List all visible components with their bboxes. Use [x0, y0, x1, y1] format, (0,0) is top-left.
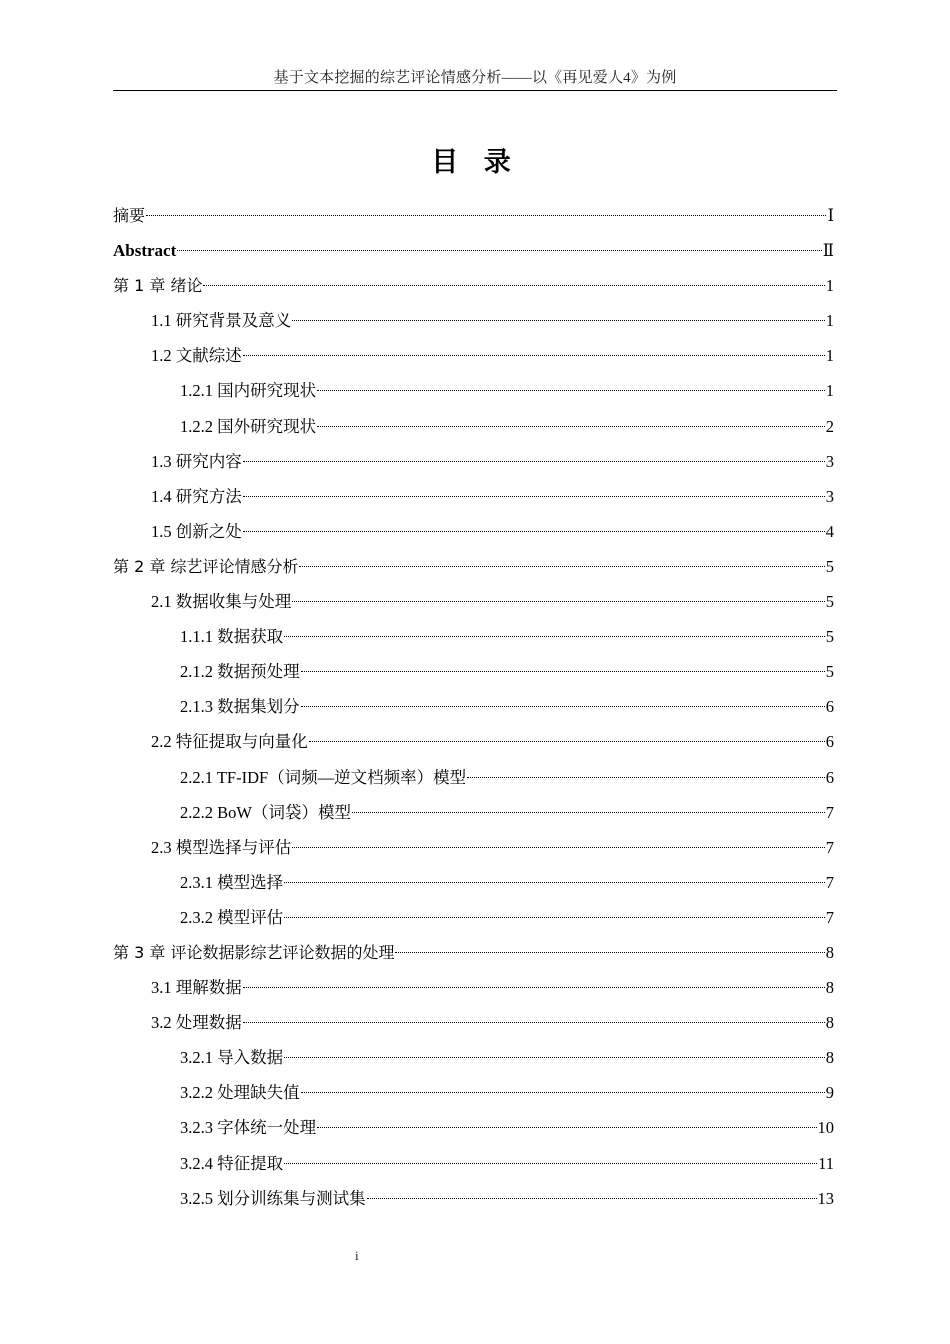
- toc-dot-leader: [177, 230, 822, 251]
- toc-entry-label: 摘要: [113, 206, 146, 225]
- toc-entry-page: 8: [825, 942, 834, 962]
- toc-dot-leader: [243, 511, 825, 532]
- toc-dot-leader: [243, 335, 825, 356]
- toc-dot-leader: [284, 1037, 825, 1058]
- toc-dot-leader: [203, 265, 824, 286]
- toc-entry-label: 2.3.1 模型选择: [180, 872, 284, 892]
- toc-entry-page: 5: [825, 627, 834, 647]
- toc-entry[interactable]: [113, 479, 834, 514]
- toc-entry[interactable]: [113, 584, 834, 619]
- toc-entry-label: 1.2.2 国外研究现状: [180, 416, 317, 436]
- toc-entry-label: 3.2.1 导入数据: [180, 1048, 284, 1068]
- toc-entry-page: 8: [825, 978, 834, 998]
- page-number: i: [355, 1248, 359, 1263]
- toc-entry[interactable]: [113, 1110, 834, 1145]
- toc-entry-label: 第 1 章 绪论: [113, 276, 203, 296]
- toc-entry-label: 2.3.2 模型评估: [180, 907, 284, 927]
- header-rule: [113, 90, 837, 91]
- toc-entry-label: 2.1.2 数据预处理: [180, 662, 300, 682]
- toc-entry-label: 1.5 创新之处: [151, 521, 242, 541]
- toc-entry-page: 3: [825, 486, 834, 506]
- toc-dot-leader: [317, 1107, 816, 1128]
- toc-dot-leader: [317, 370, 825, 391]
- toc-entry[interactable]: [113, 900, 834, 935]
- toc-entry[interactable]: [113, 689, 834, 724]
- toc-entry-page: 1: [825, 381, 834, 401]
- toc-entry[interactable]: [113, 268, 834, 303]
- toc-entry[interactable]: [113, 760, 834, 795]
- toc-dot-leader: [284, 616, 825, 637]
- toc-entry-page: 1: [825, 346, 834, 366]
- toc-entry-page: 6: [825, 767, 834, 787]
- toc-entry-label: 1.3 研究内容: [151, 451, 242, 471]
- toc-entry-page: 4: [825, 521, 834, 541]
- toc-entry[interactable]: [113, 865, 834, 900]
- toc-entry-label: 3.1 理解数据: [151, 978, 242, 998]
- toc-entry-label: 1.2 文献综述: [151, 346, 242, 366]
- toc-entry-label: 2.2.1 TF-IDF（词频—逆文档频率）模型: [180, 767, 467, 787]
- toc-entry[interactable]: [113, 1075, 834, 1110]
- toc-entry-page: 8: [825, 1013, 834, 1033]
- toc-entry-label: 3.2.2 处理缺失值: [180, 1083, 300, 1103]
- toc-entry-label: 第 2 章 综艺评论情感分析: [113, 556, 299, 576]
- toc-entry[interactable]: [113, 1005, 834, 1040]
- toc-entry-label: 2.1 数据收集与处理: [151, 592, 292, 612]
- toc-entry-label: Abstract: [113, 241, 177, 261]
- toc-entry-page: 3: [825, 451, 834, 471]
- toc-entry[interactable]: [113, 970, 834, 1005]
- toc-entry-label: 3.2.5 划分训练集与测试集: [180, 1188, 366, 1208]
- toc-entry-page: Ⅱ: [822, 241, 834, 261]
- toc-entry[interactable]: [113, 373, 834, 408]
- toc-entry-page: 7: [825, 907, 834, 927]
- toc-dot-leader: [292, 827, 825, 848]
- toc-entry-label: 1.4 研究方法: [151, 486, 242, 506]
- toc-entry-page: 5: [825, 662, 834, 682]
- toc-dot-leader: [301, 686, 825, 707]
- toc-entry-page: 7: [825, 872, 834, 892]
- toc-entry-page: 9: [825, 1083, 834, 1103]
- table-of-contents: [113, 198, 834, 1216]
- toc-entry[interactable]: [113, 444, 834, 479]
- toc-dot-leader: [146, 195, 826, 216]
- toc-entry[interactable]: [113, 409, 834, 444]
- toc-title: 目 录: [431, 147, 519, 178]
- toc-entry[interactable]: [113, 1146, 834, 1181]
- toc-dot-leader: [299, 546, 824, 567]
- running-header: 基于文本挖掘的综艺评论情感分析——以《再见爱人4》为例: [273, 70, 677, 86]
- toc-entry-label: 1.1.1 数据获取: [180, 627, 284, 647]
- toc-entry[interactable]: [113, 654, 834, 689]
- toc-entry[interactable]: [113, 514, 834, 549]
- toc-entry-label: 3.2.3 字体统一处理: [180, 1118, 317, 1138]
- toc-entry-page: 5: [825, 556, 834, 576]
- toc-entry-page: 6: [825, 732, 834, 752]
- toc-entry-label: 3.2 处理数据: [151, 1013, 242, 1033]
- toc-entry-label: 3.2.4 特征提取: [180, 1153, 284, 1173]
- toc-entry-page: 13: [817, 1188, 834, 1208]
- toc-entry[interactable]: [113, 619, 834, 654]
- toc-entry[interactable]: [113, 935, 834, 970]
- toc-dot-leader: [395, 932, 824, 953]
- toc-entry-page: 2: [825, 416, 834, 436]
- toc-dot-leader: [301, 1072, 825, 1093]
- toc-entry[interactable]: [113, 303, 834, 338]
- toc-entry-label: 2.3 模型选择与评估: [151, 837, 292, 857]
- toc-dot-leader: [367, 1178, 817, 1199]
- toc-entry[interactable]: [113, 1040, 834, 1075]
- toc-dot-leader: [243, 1002, 825, 1023]
- toc-entry-page: 1: [825, 276, 834, 296]
- toc-entry-page: 11: [818, 1153, 834, 1173]
- toc-entry[interactable]: [113, 198, 834, 233]
- toc-entry-page: 8: [825, 1048, 834, 1068]
- toc-entry-label: 第 3 章 评论数据影综艺评论数据的处理: [113, 942, 395, 962]
- toc-dot-leader: [284, 862, 825, 883]
- toc-entry[interactable]: [113, 233, 834, 268]
- toc-dot-leader: [467, 757, 825, 778]
- toc-dot-leader: [301, 651, 825, 672]
- toc-entry-label: 1.2.1 国内研究现状: [180, 381, 317, 401]
- toc-entry-label: 2.2 特征提取与向量化: [151, 732, 308, 752]
- toc-entry-page: 5: [825, 592, 834, 612]
- toc-dot-leader: [243, 441, 825, 462]
- toc-dot-leader: [352, 792, 825, 813]
- toc-entry[interactable]: [113, 1181, 834, 1216]
- toc-dot-leader: [309, 721, 825, 742]
- toc-dot-leader: [243, 967, 825, 988]
- toc-entry-page: 10: [817, 1118, 834, 1138]
- toc-entry[interactable]: [113, 724, 834, 759]
- toc-entry-page: 7: [825, 802, 834, 822]
- toc-entry[interactable]: [113, 338, 834, 373]
- toc-entry-label: 1.1 研究背景及意义: [151, 311, 292, 331]
- toc-entry[interactable]: [113, 795, 834, 830]
- toc-dot-leader: [284, 897, 825, 918]
- toc-entry[interactable]: [113, 830, 834, 865]
- toc-entry-page: 7: [825, 837, 834, 857]
- toc-entry-page: 6: [825, 697, 834, 717]
- toc-dot-leader: [292, 581, 825, 602]
- toc-dot-leader: [292, 300, 825, 321]
- toc-dot-leader: [243, 476, 825, 497]
- toc-entry-page: 1: [825, 311, 834, 331]
- toc-entry-label: 2.2.2 BoW（词袋）模型: [180, 802, 351, 822]
- toc-entry-page: Ⅰ: [827, 206, 834, 225]
- toc-dot-leader: [284, 1143, 817, 1164]
- toc-entry[interactable]: [113, 549, 834, 584]
- toc-dot-leader: [317, 406, 825, 427]
- toc-entry-label: 2.1.3 数据集划分: [180, 697, 300, 717]
